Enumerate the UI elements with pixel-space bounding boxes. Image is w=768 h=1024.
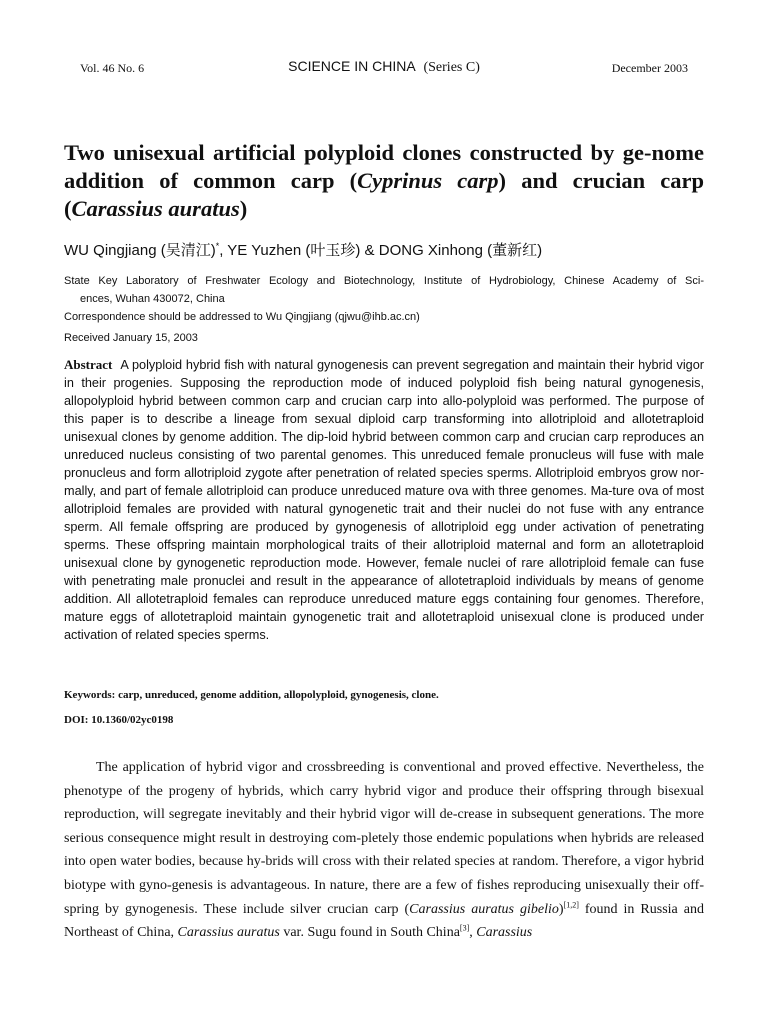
- corresponding-mark: *: [215, 241, 220, 251]
- issue-date: December 2003: [611, 61, 688, 75]
- volume-info: Vol. 46 No. 6: [80, 61, 145, 75]
- title-part-3: ): [239, 196, 248, 221]
- paper-title: [64, 139, 704, 223]
- affiliation-line-2: ences, Wuhan 430072, China: [80, 293, 225, 305]
- journal-name: [80, 58, 688, 76]
- title-part-2: ) and crucian carp (: [64, 168, 704, 221]
- body-text-5: ,: [469, 925, 477, 941]
- body-text-1: The application of hybrid vigor and crossbreeding is conventional and proved effective. Nevertheless, the phenotype of the progeny of hybrids, which carry hybrid vigor and produce their offspring through bisexual reproduction, will segregate inevitably and their hybrid vigor will de-crease in subsequent generations. The more serious consequence might result in destroying com-pletely those endemic populations when hybrids are released into open water bodies, because hy-brids will cross with their related species at random. Therefore, a vigor hybrid biotype with gyno-genesis is advantageous. In nature, there are a few of fishes reproducing unisexually their off-spring by gynogenesis. These include silver crucian carp (: [64, 760, 704, 917]
- citation-2: [3]: [459, 923, 470, 933]
- keywords: Keywords: carp, unreduced, genome addition, allopolyploid, gynogenesis, clone.: [64, 689, 439, 701]
- abstract-label: Abstract: [64, 357, 113, 372]
- journal-title: SCIENCE IN CHINA: [288, 58, 416, 74]
- affiliation: [64, 272, 704, 326]
- abstract: [64, 356, 704, 644]
- body-text-4: var. Sugu found in South China: [279, 925, 460, 941]
- doi: DOI: 10.1360/02yc0198: [64, 714, 174, 726]
- author-2-3: , YE Yuzhen (叶玉珍) & DONG Xinhong (董新红): [219, 242, 543, 259]
- body-italic-3: Carassius: [476, 925, 533, 941]
- body-text-2: ): [558, 901, 564, 917]
- affiliation-line-1: State Key Laboratory of Freshwater Ecology and Biotechnology, Institute of Hydrobiology, Chinese Academy of Sci-: [64, 275, 704, 287]
- author-list: [64, 236, 704, 261]
- received-date: Received January 15, 2003: [64, 332, 198, 344]
- correspondence: Correspondence should be addressed to Wu Qingjiang (qjwu@ihb.ac.cn): [64, 311, 420, 323]
- running-header: [80, 58, 688, 78]
- citation-1: [1,2]: [563, 899, 579, 909]
- body-italic-2: Carassius auratus: [177, 925, 280, 941]
- abstract-text: A polyploid hybrid fish with natural gynogenesis can prevent segregation and maintain their hybrid vigor in their progenies. Supposing the reproduction mode of induced polyploid fish being natural gynogenesis, allopolyploid hybrid between common carp and crucian carp into allo-polyploid was performed. The purpose of this paper is to describe a lineage from sexual diploid carp transforming into allotriploid and allotetraploid unisexual clones by genome addition. The dip-loid hybrid between common carp and crucian carp reproduces an unreduced nucleus consisting of two parental genomes. This unreduced female pronucleus will fuse with male pronucleus and form allotriploid zygote after penetration of related species sperms. Allotriploid embryos grow nor-mally, and part of female allotriploid can produce unreduced mature ova with three genomes. Ma-ture ova of most allotriploid females are provided with natural gynogenetic trait and their nuclei do not fuse with any entrance sperm. All female offspring are produced by gynogenesis of allotriploid egg under activation of penetrating sperms. These offspring maintain morphological traits of their allotriploid maternal and form an allotetraploid unisexual clone by gynogenetic reproduction mode. However, female nuclei of rare allotriploid female can fuse with penetrating male pronuclei and result in the appearance of allotetraploid individuals by means of genome addition. All allotetraploid females can reproduce unreduced mature eggs containing four genomes. Therefore, mature eggs of allotetraploid maintain gynogenetic trait and allotetraploid unisexual clone is produced under activation of related species sperms.: [64, 358, 704, 642]
- body-paragraph: [64, 756, 704, 945]
- author-1: WU Qingjiang (吴清江): [64, 242, 216, 259]
- title-species-1: Cyprinus carp: [357, 168, 499, 193]
- body-text-3: found in Russia and Northeast of China,: [64, 901, 704, 941]
- journal-series: (Series C): [423, 60, 480, 75]
- title-part-1: Two unisexual artificial polyploid clones constructed by ge-nome addition of common carp (: [64, 140, 704, 193]
- title-species-2: Carassius auratus: [71, 196, 240, 221]
- body-italic-1: Carassius auratus gibelio: [409, 901, 559, 917]
